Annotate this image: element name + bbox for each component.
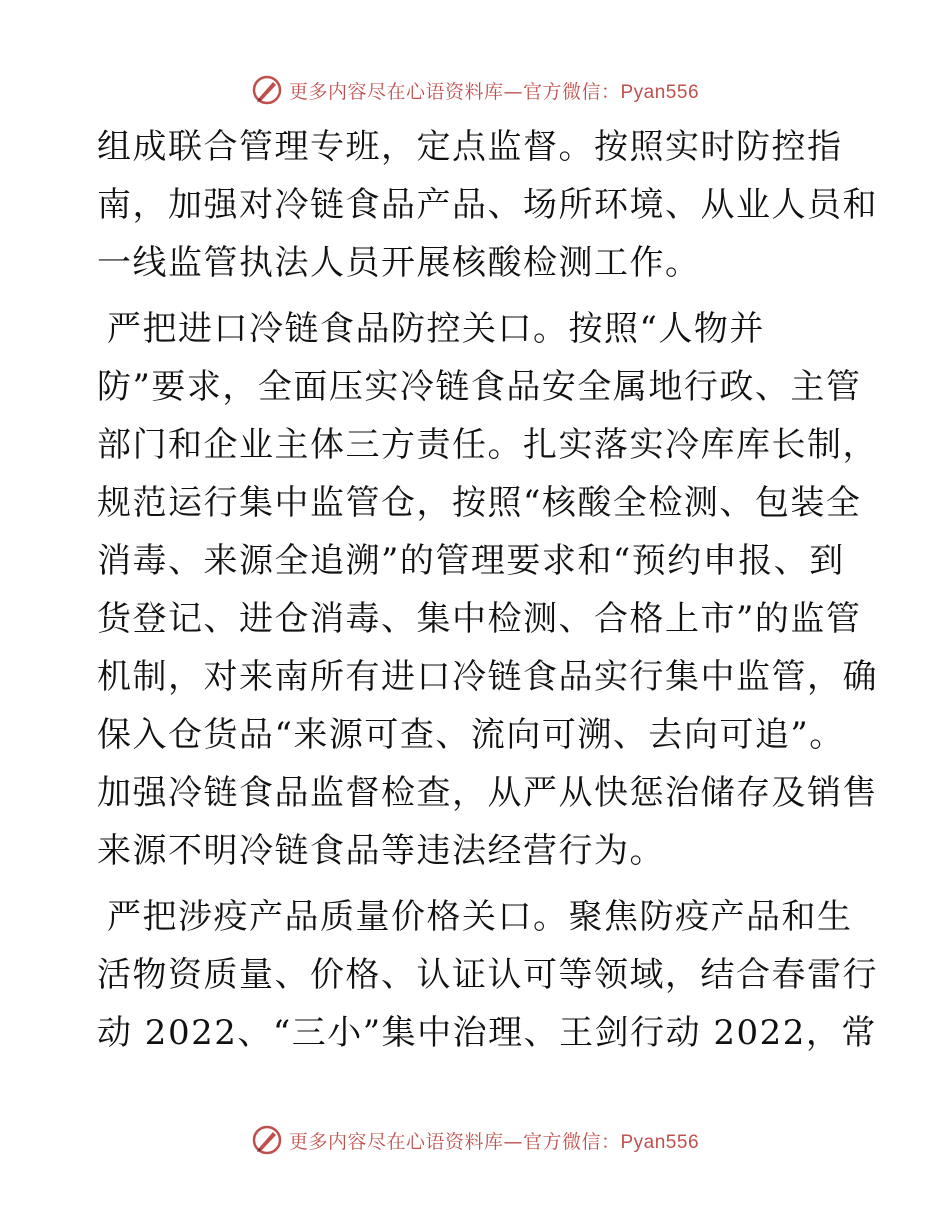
text-line: 货登记、进仓消毒、集中检测、合格上市”的监管 <box>97 599 862 639</box>
pen-logo-icon <box>251 1124 283 1156</box>
text-line: 严把涉疫产品质量价格关口。聚焦防疫产品和生 <box>107 897 853 937</box>
text-line: 活物资质量、价格、认证认可等领域，结合春雷行 <box>97 955 878 995</box>
text-line: 部门和企业主体三方责任。扎实落实冷库库长制， <box>97 425 878 465</box>
paragraph-2 <box>97 300 878 880</box>
header-watermark <box>0 74 950 106</box>
text-line: 严把进口冷链食品防控关口。按照“人物并 <box>107 309 765 349</box>
document-body <box>97 118 878 1062</box>
text-line: 消毒、来源全追溯”的管理要求和“预约申报、到 <box>97 541 845 581</box>
footer-watermark <box>0 1124 950 1156</box>
paragraph-3 <box>97 888 878 1062</box>
text-line: 保入仓货品“来源可查、流向可溯、去向可追”。 <box>97 715 845 755</box>
text-line: 南，加强对冷链食品产品、场所环境、从业人员和 <box>97 185 878 225</box>
text-line: 防”要求，全面压实冷链食品安全属地行政、主管 <box>97 367 862 407</box>
text-line: 机制，对来南所有进口冷链食品实行集中监管，确 <box>97 657 878 697</box>
text-line: 加强冷链食品监督检查，从严从快惩治储存及销售 <box>97 773 878 813</box>
text-line: 来源不明冷链食品等违法经营行为。 <box>97 831 665 871</box>
text-line: 规范运行集中监管仓，按照“核酸全检测、包装全 <box>97 483 862 523</box>
text-line: 一线监管执法人员开展核酸检测工作。 <box>97 243 701 283</box>
text-line: 动 2022、“三小”集中治理、王剑行动 2022，常 <box>97 1013 877 1053</box>
pen-logo-icon <box>251 74 283 106</box>
watermark-text: 更多内容尽在心语资料库—官方微信：Pyan556 <box>288 1130 700 1153</box>
text-line: 组成联合管理专班，定点监督。按照实时防控指 <box>97 127 843 167</box>
paragraph-1 <box>97 118 878 292</box>
watermark-text: 更多内容尽在心语资料库—官方微信：Pyan556 <box>288 80 700 103</box>
